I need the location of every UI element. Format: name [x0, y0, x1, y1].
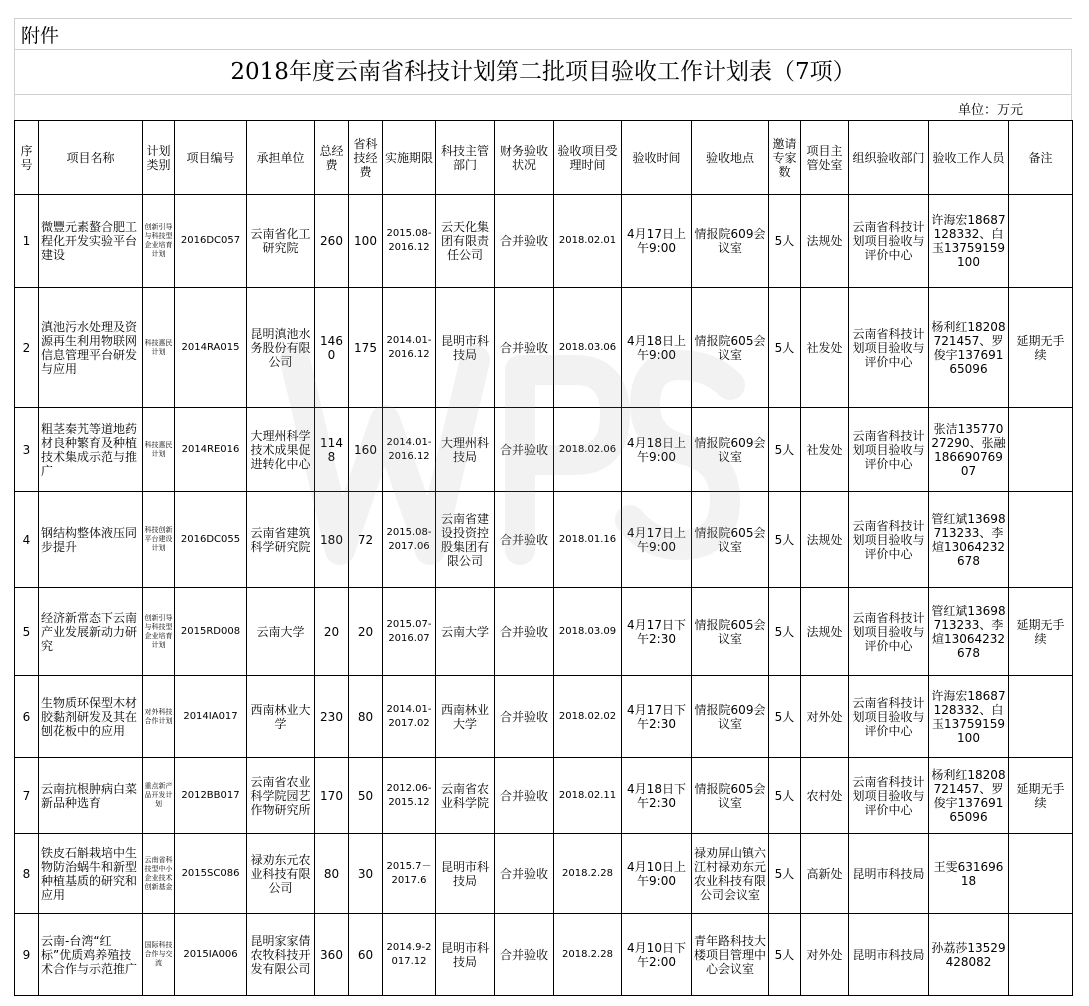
cell-org: 昆明市科技局: [849, 914, 929, 996]
cell-place: 情报院605会议室: [692, 758, 769, 834]
cell-period: 2014.01-2017.02: [383, 676, 436, 758]
cell-prov: 30: [349, 834, 383, 914]
cell-note: 延期无手续: [1009, 288, 1073, 408]
cell-finance: 合并验收: [495, 676, 554, 758]
cell-place: 情报院609会议室: [692, 676, 769, 758]
cell-check-time: 4月18日上午9:00: [622, 288, 692, 408]
cell-accept-date: 2018.02.01: [554, 195, 622, 288]
cell-unit: 昆明滇池水务股份有限公司: [247, 288, 315, 408]
cell-note: [1009, 492, 1073, 588]
cell-total: 180: [315, 492, 349, 588]
cell-org: 云南省科技计划项目验收与评价中心: [849, 492, 929, 588]
header-cell: 验收地点: [692, 121, 769, 195]
cell-total: 360: [315, 914, 349, 996]
cell-prov: 160: [349, 408, 383, 492]
table-header-row: [15, 121, 1073, 195]
cell-name: 云南抗根肿病白菜新品种选育: [39, 758, 143, 834]
cell-org: 云南省科技计划项目验收与评价中心: [849, 676, 929, 758]
header-cell: 邀请专家数: [769, 121, 801, 195]
cell-total: 1148: [315, 408, 349, 492]
cell-finance: 合并验收: [495, 408, 554, 492]
cell-finance: 合并验收: [495, 195, 554, 288]
cell-category: 重点新产品开发计划: [143, 758, 175, 834]
cell-finance: 合并验收: [495, 834, 554, 914]
cell-note: 延期无手续: [1009, 758, 1073, 834]
cell-code: 2014IA017: [175, 676, 247, 758]
header-cell: 项目编号: [175, 121, 247, 195]
cell-note: [1009, 676, 1073, 758]
cell-office: 法规处: [801, 588, 849, 676]
cell-experts: 5人: [769, 408, 801, 492]
cell-place: 情报院605会议室: [692, 492, 769, 588]
cell-note: [1009, 195, 1073, 288]
cell-code: 2016DC057: [175, 195, 247, 288]
cell-period: 2014.01-2016.12: [383, 288, 436, 408]
cell-experts: 5人: [769, 588, 801, 676]
cell-category: 国际科技合作与交流: [143, 914, 175, 996]
table-row: [15, 492, 1073, 588]
cell-experts: 5人: [769, 288, 801, 408]
cell-period: 2014.01-2016.12: [383, 408, 436, 492]
cell-unit: 云南省农业科学院园艺作物研究所: [247, 758, 315, 834]
cell-code: 2014RE016: [175, 408, 247, 492]
cell-unit: 西南林业大学: [247, 676, 315, 758]
cell-period: 2015.07-2016.07: [383, 588, 436, 676]
cell-code: 2015IA006: [175, 914, 247, 996]
cell-category: 科技惠民计划: [143, 288, 175, 408]
cell-check-time: 4月17日下午2:30: [622, 588, 692, 676]
table-row: [15, 758, 1073, 834]
cell-no: 3: [15, 408, 39, 492]
cell-prov: 50: [349, 758, 383, 834]
cell-category: 云南省科技型中小企业技术创新基金: [143, 834, 175, 914]
cell-check-time: 4月17日上午9:00: [622, 492, 692, 588]
cell-experts: 5人: [769, 758, 801, 834]
cell-finance: 合并验收: [495, 492, 554, 588]
cell-code: 2015SC086: [175, 834, 247, 914]
cell-dept: 云南省农业科学院: [436, 758, 495, 834]
spreadsheet: [14, 18, 1072, 996]
header-cell: 序号: [15, 121, 39, 195]
cell-org: 云南省科技计划项目验收与评价中心: [849, 758, 929, 834]
cell-office: 对外处: [801, 914, 849, 996]
cell-experts: 5人: [769, 492, 801, 588]
cell-note: [1009, 914, 1073, 996]
attachment-label: 附件: [21, 25, 60, 47]
cell-staff: 张洁13577027290、张融18669076907: [929, 408, 1009, 492]
project-table: [14, 120, 1073, 996]
cell-total: 80: [315, 834, 349, 914]
cell-name: 经济新常态下云南产业发展新动力研究: [39, 588, 143, 676]
header-cell: 组织验收部门: [849, 121, 929, 195]
cell-category: 创新引导与科技型企业培育计划: [143, 195, 175, 288]
cell-office: 社发处: [801, 408, 849, 492]
cell-org: 昆明市科技局: [849, 834, 929, 914]
cell-unit: 大理州科学技术成果促进转化中心: [247, 408, 315, 492]
cell-no: 4: [15, 492, 39, 588]
cell-office: 对外处: [801, 676, 849, 758]
page-title: 2018年度云南省科技计划第二批项目验收工作计划表（7项）: [230, 59, 856, 85]
cell-accept-date: 2018.03.06: [554, 288, 622, 408]
table-row: [15, 834, 1073, 914]
title-row: [14, 49, 1072, 94]
cell-dept: 西南林业大学: [436, 676, 495, 758]
table-row: [15, 588, 1073, 676]
cell-dept: 云南省建设投资控股集团有限公司: [436, 492, 495, 588]
header-cell: 验收时间: [622, 121, 692, 195]
cell-prov: 80: [349, 676, 383, 758]
cell-no: 1: [15, 195, 39, 288]
cell-org: 云南省科技计划项目验收与评价中心: [849, 408, 929, 492]
cell-experts: 5人: [769, 195, 801, 288]
cell-dept: 大理州科技局: [436, 408, 495, 492]
cell-total: 20: [315, 588, 349, 676]
cell-category: 科技创新平台建设计划: [143, 492, 175, 588]
cell-code: 2015RD008: [175, 588, 247, 676]
cell-note: [1009, 408, 1073, 492]
cell-total: 170: [315, 758, 349, 834]
cell-finance: 合并验收: [495, 288, 554, 408]
header-cell: 计划类别: [143, 121, 175, 195]
cell-period: 2015.7－2017.6: [383, 834, 436, 914]
cell-name: 生物质环保型木材胶黏剂研发及其在刨花板中的应用: [39, 676, 143, 758]
cell-experts: 5人: [769, 676, 801, 758]
cell-office: 法规处: [801, 195, 849, 288]
cell-dept: 昆明市科技局: [436, 834, 495, 914]
cell-note: 延期无手续: [1009, 588, 1073, 676]
cell-category: 创新引导与科技型企业培育计划: [143, 588, 175, 676]
header-cell: 项目名称: [39, 121, 143, 195]
cell-prov: 72: [349, 492, 383, 588]
table-body: [15, 195, 1073, 996]
cell-finance: 合并验收: [495, 588, 554, 676]
cell-staff: 杨利红18208721457、罗俊宇13769165096: [929, 288, 1009, 408]
cell-place: 情报院605会议室: [692, 288, 769, 408]
cell-accept-date: 2018.02.06: [554, 408, 622, 492]
cell-check-time: 4月17日下午2:30: [622, 676, 692, 758]
cell-name: 滇池污水处理及资源再生利用物联网信息管理平台研发与应用: [39, 288, 143, 408]
cell-org: 云南省科技计划项目验收与评价中心: [849, 288, 929, 408]
cell-place: 禄劝屏山镇六江村禄劝东元农业科技有限公司会议室: [692, 834, 769, 914]
cell-code: 2016DC055: [175, 492, 247, 588]
cell-name: 钢结构整体液压同步提升: [39, 492, 143, 588]
cell-check-time: 4月10日下午2:00: [622, 914, 692, 996]
unit-label: 单位：万元: [957, 103, 1023, 118]
table-row: [15, 676, 1073, 758]
cell-dept: 昆明市科技局: [436, 288, 495, 408]
header-cell: 实施期限: [383, 121, 436, 195]
cell-no: 2: [15, 288, 39, 408]
cell-org: 云南省科技计划项目验收与评价中心: [849, 588, 929, 676]
header-cell: 验收工作人员: [929, 121, 1009, 195]
cell-unit: 禄劝东元农业科技有限公司: [247, 834, 315, 914]
cell-place: 青年路科技大楼项目管理中心会议室: [692, 914, 769, 996]
cell-accept-date: 2018.2.28: [554, 834, 622, 914]
cell-prov: 60: [349, 914, 383, 996]
cell-staff: 王雯63169618: [929, 834, 1009, 914]
attachment-row: [14, 18, 1072, 49]
unit-row: [14, 94, 1072, 120]
cell-total: 260: [315, 195, 349, 288]
cell-dept: 云天化集团有限责任公司: [436, 195, 495, 288]
cell-accept-date: 2018.02.11: [554, 758, 622, 834]
cell-dept: 云南大学: [436, 588, 495, 676]
cell-accept-date: 2018.03.09: [554, 588, 622, 676]
cell-unit: 云南省建筑科学研究院: [247, 492, 315, 588]
cell-note: [1009, 834, 1073, 914]
table-row: [15, 914, 1073, 996]
cell-dept: 昆明市科技局: [436, 914, 495, 996]
cell-category: 科技惠民计划: [143, 408, 175, 492]
cell-no: 7: [15, 758, 39, 834]
cell-check-time: 4月17日上午9:00: [622, 195, 692, 288]
cell-office: 高新处: [801, 834, 849, 914]
cell-office: 法规处: [801, 492, 849, 588]
cell-check-time: 4月10日上午9:00: [622, 834, 692, 914]
cell-staff: 许海宏18687128332、白玉13759159100: [929, 676, 1009, 758]
cell-period: 2012.06-2015.12: [383, 758, 436, 834]
cell-office: 社发处: [801, 288, 849, 408]
header-cell: 备注: [1009, 121, 1073, 195]
cell-place: 情报院609会议室: [692, 408, 769, 492]
cell-staff: 许海宏18687128332、白玉13759159100: [929, 195, 1009, 288]
cell-experts: 5人: [769, 834, 801, 914]
cell-staff: 管红斌13698713233、李煊13064232678: [929, 588, 1009, 676]
cell-no: 8: [15, 834, 39, 914]
cell-staff: 孙荔莎13529428082: [929, 914, 1009, 996]
cell-experts: 5人: [769, 914, 801, 996]
cell-code: 2014RA015: [175, 288, 247, 408]
cell-unit: 云南大学: [247, 588, 315, 676]
cell-check-time: 4月18日上午9:00: [622, 408, 692, 492]
cell-staff: 管红斌13698713233、李煊13064232678: [929, 492, 1009, 588]
cell-check-time: 4月18日下午2:30: [622, 758, 692, 834]
cell-accept-date: 2018.02.02: [554, 676, 622, 758]
cell-period: 2015.08-2017.06: [383, 492, 436, 588]
cell-org: 云南省科技计划项目验收与评价中心: [849, 195, 929, 288]
cell-period: 2014.9-2017.12: [383, 914, 436, 996]
header-cell: 项目主管处室: [801, 121, 849, 195]
cell-place: 情报院605会议室: [692, 588, 769, 676]
cell-accept-date: 2018.01.16: [554, 492, 622, 588]
cell-prov: 100: [349, 195, 383, 288]
cell-no: 6: [15, 676, 39, 758]
cell-unit: 昆明家家倩农牧科技开发有限公司: [247, 914, 315, 996]
cell-name: 云南-台湾“红标”优质鸡养殖技术合作与示范推广: [39, 914, 143, 996]
cell-name: 铁皮石斛栽培中生物防治蜗牛和新型种植基质的研究和应用: [39, 834, 143, 914]
table-row: [15, 288, 1073, 408]
cell-unit: 云南省化工研究院: [247, 195, 315, 288]
table-row: [15, 195, 1073, 288]
header-cell: 财务验收状况: [495, 121, 554, 195]
table-row: [15, 408, 1073, 492]
cell-place: 情报院609会议室: [692, 195, 769, 288]
header-cell: 总经费: [315, 121, 349, 195]
header-cell: 验收项目受理时间: [554, 121, 622, 195]
cell-name: 微豐元素螯合肥工程化开发实验平台建设: [39, 195, 143, 288]
cell-finance: 合并验收: [495, 914, 554, 996]
header-cell: 科技主管部门: [436, 121, 495, 195]
cell-name: 粗茎秦艽等道地药材良种繁育及种植技术集成示范与推广: [39, 408, 143, 492]
cell-office: 农村处: [801, 758, 849, 834]
cell-finance: 合并验收: [495, 758, 554, 834]
cell-code: 2012BB017: [175, 758, 247, 834]
cell-accept-date: 2018.2.28: [554, 914, 622, 996]
cell-prov: 20: [349, 588, 383, 676]
header-cell: 省科技经费: [349, 121, 383, 195]
cell-total: 1460: [315, 288, 349, 408]
cell-period: 2015.08-2016.12: [383, 195, 436, 288]
cell-no: 9: [15, 914, 39, 996]
cell-category: 对外科技合作计划: [143, 676, 175, 758]
cell-total: 230: [315, 676, 349, 758]
cell-prov: 175: [349, 288, 383, 408]
header-cell: 承担单位: [247, 121, 315, 195]
cell-staff: 杨利红18208721457、罗俊宇13769165096: [929, 758, 1009, 834]
cell-no: 5: [15, 588, 39, 676]
